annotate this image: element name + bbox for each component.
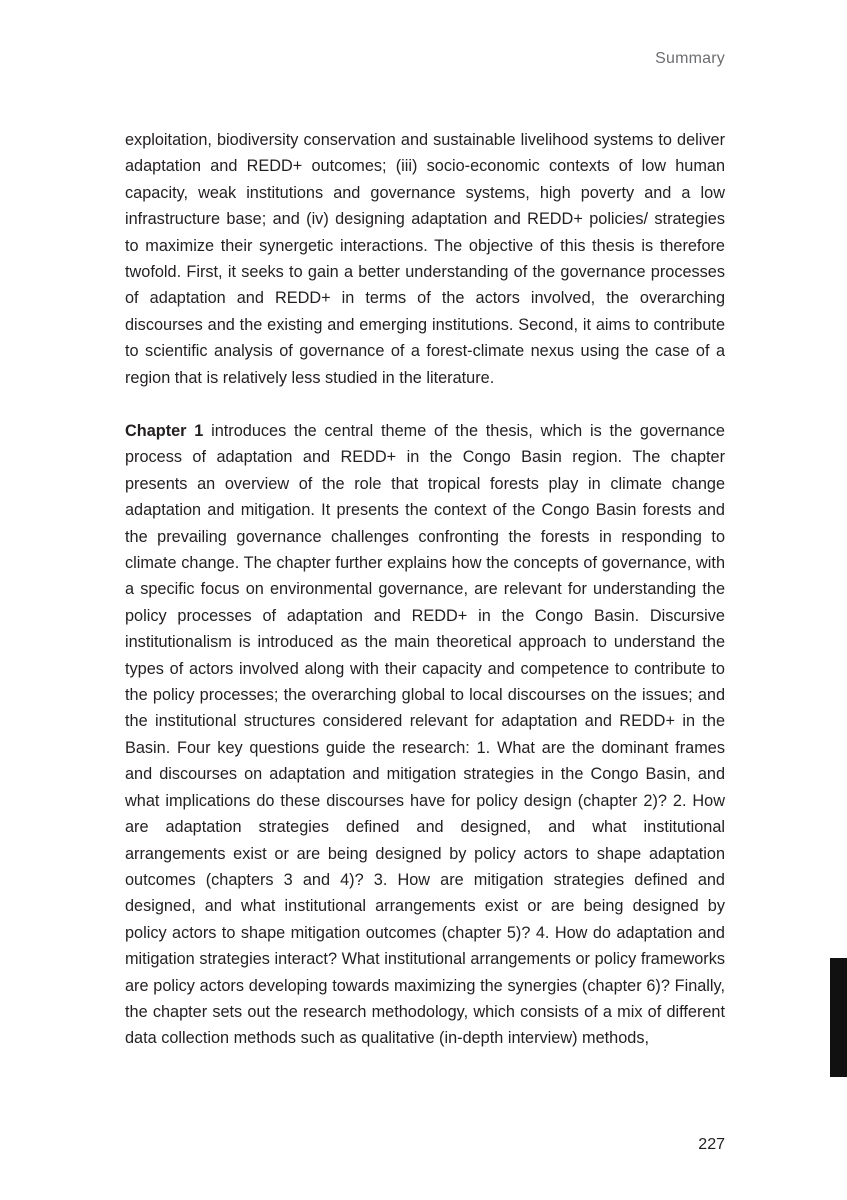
chapter-lead: Chapter 1	[125, 422, 204, 440]
thumb-index-tab	[830, 958, 847, 1077]
body-paragraph-1: exploitation, biodiversity conservation and sustainable livelihood systems to deliver adaptation and REDD+ outcomes; (iii) socio-economic contexts of low human capacity, weak institutions and governance systems, high poverty and a low infrastructure base; and (iv) designing adaptation and REDD+ policies/ strategies to maximize their synergetic interactions. The objective of this thesis is therefore twofold. First, it seeks to gain a better understanding of the governance processes of adaptation and REDD+ in terms of the actors involved, the overarching discourses and the existing and emerging institutions. Second, it aims to contribute to scientific analysis of governance of a forest-climate nexus using the case of a region that is relatively less studied in the literature.	[125, 131, 725, 387]
body-paragraph-2	[125, 418, 725, 1052]
paragraph-2-text: introduces the central theme of the thesis, which is the governance process of adaptation and REDD+ in the Congo Basin region. The chapter presents an overview of the role that tropical forests play in climate change adaptation and mitigation. It presents the context of the Congo Basin forests and the prevailing governance challenges confronting the forests in responding to climate change. The chapter further explains how the concepts of governance, with a specific focus on environmental governance, are relevant for understanding the policy processes of adaptation and REDD+ in the Congo Basin. Discursive institutionalism is introduced as the main theoretical approach to understand the types of actors involved along with their capacity and competence to contribute to the policy processes; the overarching global to local discourses on the issues; and the institutional structures considered relevant for adaptation and REDD+ in the Basin. Four key questions guide the research: 1. What are the dominant frames and discourses on adaptation and mitigation strategies in the Congo Basin, and what implications do these discourses have for policy design (chapter 2)? 2. How are adaptation strategies defined and designed, and what institutional arrangements exist or are being designed by policy actors to shape adaptation outcomes (chapters 3 and 4)? 3. How are mitigation strategies defined and designed, and what institutional arrangements exist or are being designed by policy actors to shape mitigation outcomes (chapter 5)? 4. How do adaptation and mitigation strategies interact? What institutional arrangements or policy frameworks are policy actors developing towards maximizing the synergies (chapter 6)? Finally, the chapter sets out the research methodology, which consists of a mix of different data collection methods such as qualitative (in-depth interview) methods,	[125, 422, 725, 1048]
page-number: 227	[698, 1136, 725, 1153]
running-header: Summary	[655, 50, 725, 67]
